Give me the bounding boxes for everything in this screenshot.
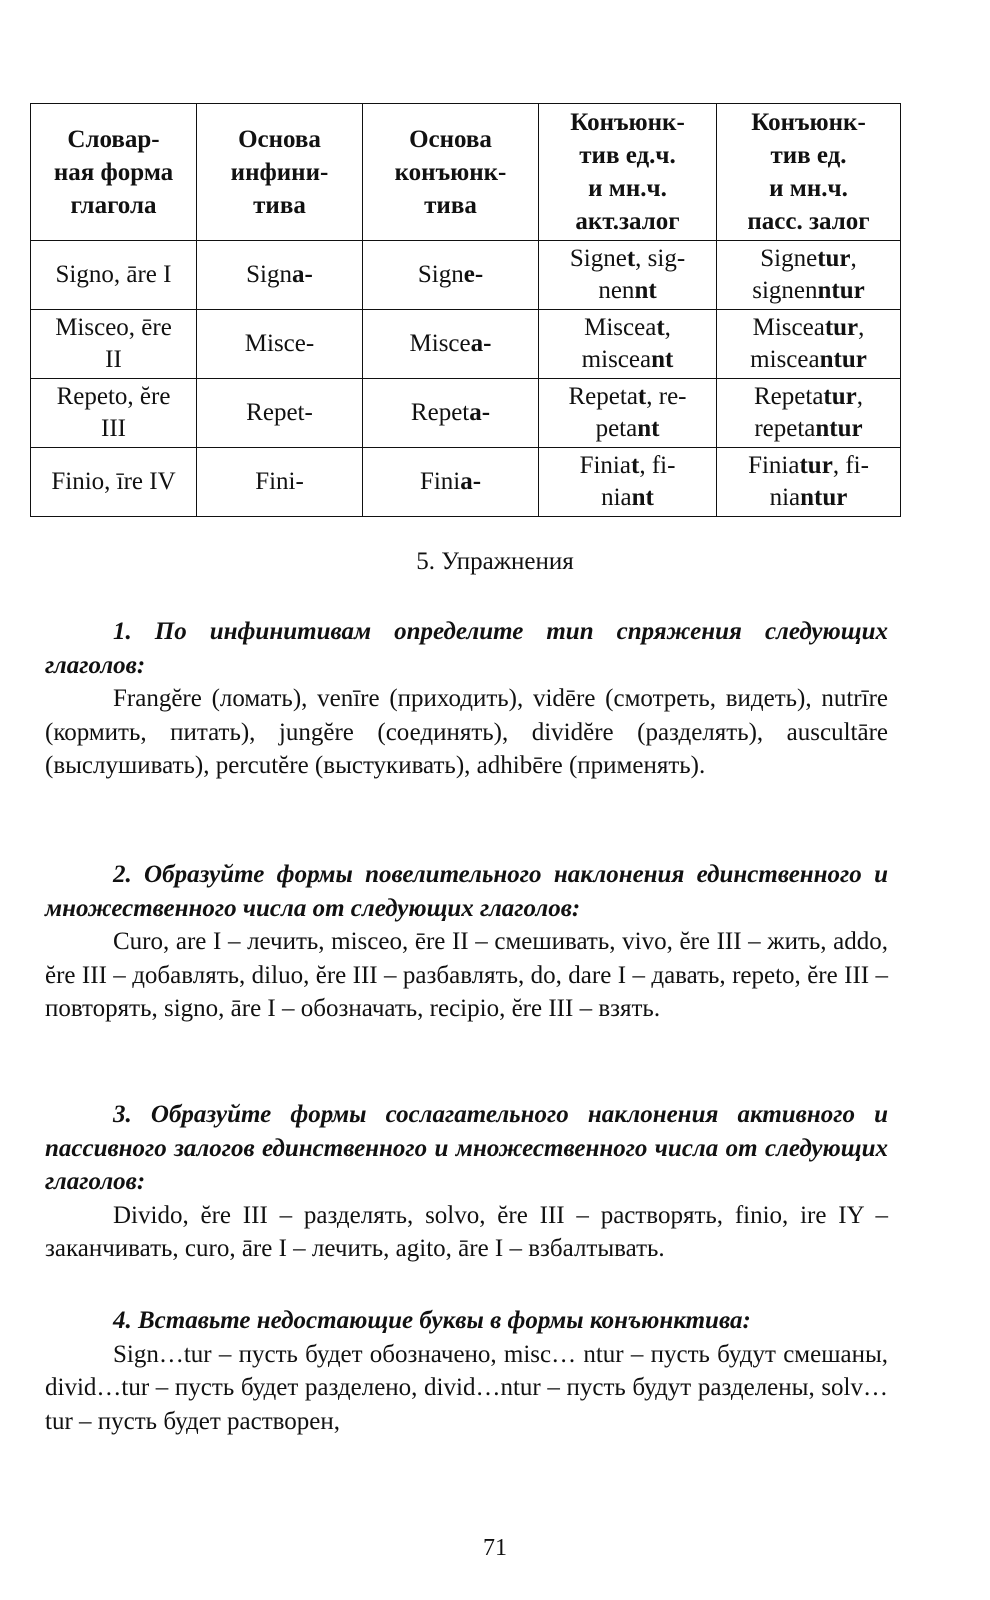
cell-fragment: nt [651,346,674,373]
exercise-2 [45,858,888,1026]
cell-fragment: Sign [417,261,464,288]
cell-fragment: Repet- [246,399,313,426]
cell-fragment: Signe [760,245,818,272]
cell-fragment: Miscea [752,314,825,341]
cell-fragment: Fini- [255,468,304,495]
cell-line [543,312,712,344]
cell-conjunctive-stem [363,448,539,517]
cell-infinitive-stem [197,310,363,379]
cell-fragment: Repeta [568,383,638,410]
cell-fragment: , [858,314,865,341]
cell-line [721,243,896,275]
cell-passive-voice [717,379,901,448]
cell-fragment: t [637,383,647,410]
cell-line [721,344,896,376]
cell-fragment: Miscea [584,314,657,341]
cell-fragment: tur [824,314,859,341]
table-row [31,448,901,517]
cell-fragment: repeta [754,415,816,442]
cell-fragment: Repet [410,399,470,426]
cell-active-voice [539,310,717,379]
cell-line [543,450,712,482]
cell-fragment: , fi- [832,452,869,479]
cell-fragment: t [630,452,640,479]
cell-fragment: nt [634,277,657,304]
cell-line [721,413,896,445]
cell-fragment: tur [823,383,857,410]
header-dictionary-form: Словар- ная форма глагола [31,104,197,241]
cell-fragment: miscea [750,346,820,373]
cell-fragment: signen [752,277,818,304]
cell-fragment: nt [631,484,654,511]
exercise-1 [45,615,888,783]
cell-conjunctive-stem [363,379,539,448]
table-row [31,310,901,379]
cell-passive-voice [717,241,901,310]
cell-infinitive-stem [197,241,363,310]
cell-active-voice [539,448,717,517]
table-row [31,379,901,448]
cell-dictionary-form [31,448,197,517]
cell-fragment: ntur [817,277,865,304]
exercise-body: Sign…tur – пусть будет обозначено, misc… ntur – пусть будут смешаны, divid…tur – пусть будет разделено, divid…ntur – пусть будут разделены, solv…tur – пусть будет растворен, [45,1340,888,1435]
cell-passive-voice [717,448,901,517]
cell-fragment: , fi- [639,452,676,479]
cell-line [543,275,712,307]
cell-fragment: t [656,314,665,341]
cell-line [721,482,896,514]
exercise-body: Frangĕre (ломать), venīre (приходить), vidēre (смотреть, видеть), nutrīre (кормить, питать), jungĕre (соединять), dividĕre (разделять), auscultāre (выслушивать), percutĕre (выстукивать), adhibēre (применять). [45,685,888,779]
exercise-3 [45,1098,888,1266]
cell-line [543,482,712,514]
cell-fragment: Signe [569,245,627,272]
conjunctive-table [30,103,901,517]
cell-line [543,413,712,445]
cell-line [721,450,896,482]
cell-fragment: Repeta [754,383,824,410]
cell-fragment: Fini [419,468,461,495]
cell-fragment: Finio, īre IV [51,468,176,495]
exercise-task: 4. Вставьте недостающие буквы в формы конъюнктива: [113,1307,751,1334]
cell-fragment: nt [637,415,660,442]
cell-fragment: , re- [646,383,687,410]
header-infinitive-stem: Основа инфини- тива [197,104,363,241]
cell-fragment: Finia [579,452,631,479]
header-passive-voice: Конъюнк- тив ед. и мн.ч. пасс. залог [717,104,901,241]
cell-fragment: ntur [819,346,867,373]
cell-conjunctive-stem [363,310,539,379]
cell-fragment: miscea [581,346,652,373]
cell-fragment: e- [463,261,484,288]
table-header-row [31,104,901,241]
exercise-task: 1. По инфинитивам определите тип спряжения следующих глаголов: [45,618,888,679]
cell-fragment: Repeto, ĕre III [56,383,171,442]
cell-active-voice [539,241,717,310]
cell-fragment: a- [292,261,313,288]
section-title: 5. Упражнения [416,548,574,575]
cell-fragment: ntur [815,415,863,442]
table-row [31,241,901,310]
exercise-task: 2. Образуйте формы повелительного наклонения единственного и множественного числа от следующих глаголов: [45,861,888,922]
cell-line [543,243,712,275]
cell-dictionary-form [31,310,197,379]
cell-fragment: tur [799,452,833,479]
cell-fragment: tur [817,245,851,272]
cell-fragment: nia [769,484,801,511]
cell-fragment: , [856,383,863,410]
cell-fragment: Signo, āre I [55,261,172,288]
exercise-body: Curo, are I – лечить, misceo, ēre II – смешивать, vivo, ĕre III – жить, addo, ĕre III – добавлять, diluo, ĕre III – разбавлять, do, dare I – давать, repeto, ĕre III – повторять, signo, āre I – обозначать, recipio, ĕre III – взять. [45,928,888,1022]
cell-fragment: , [850,245,857,272]
exercise-body: Divido, ĕre III – разделять, solvo, ĕre III – растворять, finio, ire IY – заканчивать, curo, āre I – лечить, agito, āre I – взбалтывать. [45,1201,888,1262]
cell-conjunctive-stem [363,241,539,310]
cell-fragment: Sign [246,261,293,288]
cell-fragment: nia [601,484,632,511]
cell-infinitive-stem [197,448,363,517]
cell-infinitive-stem [197,379,363,448]
cell-fragment: nen [598,277,635,304]
cell-line [721,312,896,344]
cell-fragment: Misceo, ēre II [55,314,172,373]
header-conjunctive-stem: Основа конъюнк- тива [363,104,539,241]
exercise-task: 3. Образуйте формы сослагательного наклонения активного и пассивного залогов единственного и множественного числа от следующих глаголов: [45,1101,888,1195]
page-number: 71 [483,1535,507,1561]
cell-dictionary-form [31,379,197,448]
cell-fragment: a- [460,468,482,495]
cell-fragment: , sig- [635,245,686,272]
cell-fragment: a- [469,399,491,426]
cell-fragment: , [664,314,671,341]
cell-fragment: Finia [748,452,800,479]
header-active-voice: Конъюнк- тив ед.ч. и мн.ч. акт.залог [539,104,717,241]
exercise-4 [45,1304,888,1438]
cell-fragment: t [626,245,636,272]
cell-passive-voice [717,310,901,379]
cell-line [543,381,712,413]
cell-line [721,275,896,307]
cell-fragment: peta [595,415,638,442]
cell-dictionary-form [31,241,197,310]
cell-fragment: Misce- [244,330,315,357]
cell-fragment: ntur [800,484,848,511]
cell-fragment: Misce [409,330,471,357]
cell-active-voice [539,379,717,448]
cell-line [543,344,712,376]
cell-line [721,381,896,413]
cell-fragment: a- [470,330,492,357]
